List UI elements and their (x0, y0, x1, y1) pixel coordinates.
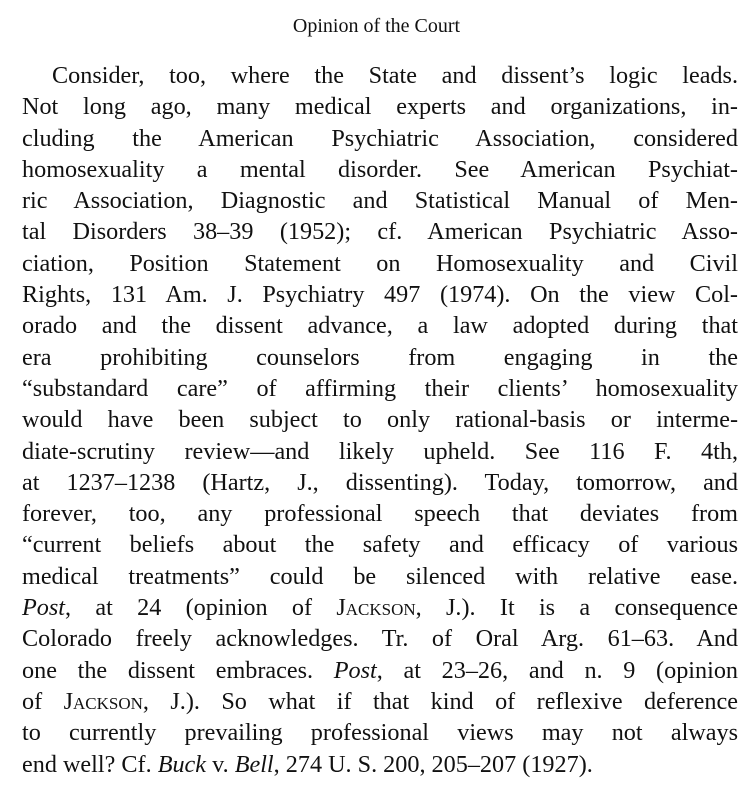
text-line (22, 154, 738, 185)
italic-citation: Buck (157, 750, 207, 778)
text-segment: , J.). It is a consequence (415, 594, 738, 622)
text-segment: one the dissent embraces. (22, 656, 334, 684)
text-line (22, 529, 738, 560)
text-segment: ric Association, Diagnostic and Statistical Manual of Men- (22, 187, 738, 215)
opinion-paragraph (22, 60, 738, 780)
text-segment: of (22, 687, 64, 715)
text-line (22, 623, 738, 654)
text-segment: would have been subject to only rational-basis or interme- (22, 406, 738, 434)
text-line (22, 749, 738, 780)
text-segment: forever, too, any professional speech that deviates from (22, 500, 738, 528)
text-line (22, 655, 738, 686)
text-line (22, 404, 738, 435)
text-segment: “substandard care” of affirming their clients’ homosexuality (22, 374, 738, 402)
text-line (22, 717, 738, 748)
text-segment: , 274 U. S. 200, 205–207 (1927). (273, 750, 593, 778)
text-line (22, 123, 738, 154)
text-line (22, 91, 738, 122)
text-line (22, 60, 738, 91)
text-line (22, 310, 738, 341)
text-segment: end well? Cf. (22, 750, 158, 778)
text-segment: tal Disorders 38–39 (1952); cf. American Psychiatric Asso- (22, 218, 738, 246)
text-line (22, 561, 738, 592)
text-segment: ciation, Position Statement on Homosexuality and Civil (22, 249, 738, 277)
text-segment: , at 24 (opinion of (65, 594, 337, 622)
text-segment: Colorado freely acknowledges. Tr. of Oral Arg. 61–63. And (22, 625, 738, 653)
text-segment: “current beliefs about the safety and efficacy of various (22, 531, 738, 559)
text-segment: Rights, 131 Am. J. Psychiatry 497 (1974). On the view Col- (22, 281, 738, 309)
text-line (22, 592, 738, 623)
text-line (22, 342, 738, 373)
text-segment: cluding the American Psychiatric Association, considered (22, 124, 738, 152)
justice-name: Jackson (63, 687, 143, 715)
italic-citation: Post (333, 656, 377, 684)
text-line (22, 467, 738, 498)
text-line (22, 185, 738, 216)
text-line (22, 279, 738, 310)
text-line (22, 686, 738, 717)
italic-citation: Post (22, 594, 66, 622)
text-segment: orado and the dissent advance, a law adopted during that (22, 312, 738, 340)
text-line (22, 436, 738, 467)
text-segment: diate-scrutiny review—and likely upheld. See 116 F. 4th, (22, 437, 738, 465)
text-line (22, 498, 738, 529)
justice-name: Jackson (336, 594, 416, 622)
text-segment: , at 23–26, and n. 9 (opinion (376, 656, 739, 684)
text-segment: Consider, too, where the State and dissent’s logic leads. (52, 62, 738, 89)
text-segment: at 1237–1238 (Hartz, J., dissenting). Today, tomorrow, and (22, 468, 738, 496)
text-segment: homosexuality a mental disorder. See American Psychiat- (22, 155, 738, 183)
text-segment: to currently prevailing professional views may not always (22, 719, 738, 747)
italic-citation: Bell (234, 750, 274, 778)
page-header: Opinion of the Court (292, 15, 461, 37)
text-segment: Not long ago, many medical experts and organizations, in- (22, 93, 738, 121)
text-line (22, 216, 738, 247)
text-line (22, 248, 738, 279)
text-line (22, 373, 738, 404)
text-segment: v. (206, 750, 235, 778)
text-segment: , J.). So what if that kind of reflexive deference (142, 687, 738, 715)
text-segment: medical treatments” could be silenced with relative ease. (22, 562, 738, 590)
text-segment: era prohibiting counselors from engaging in the (22, 343, 738, 371)
